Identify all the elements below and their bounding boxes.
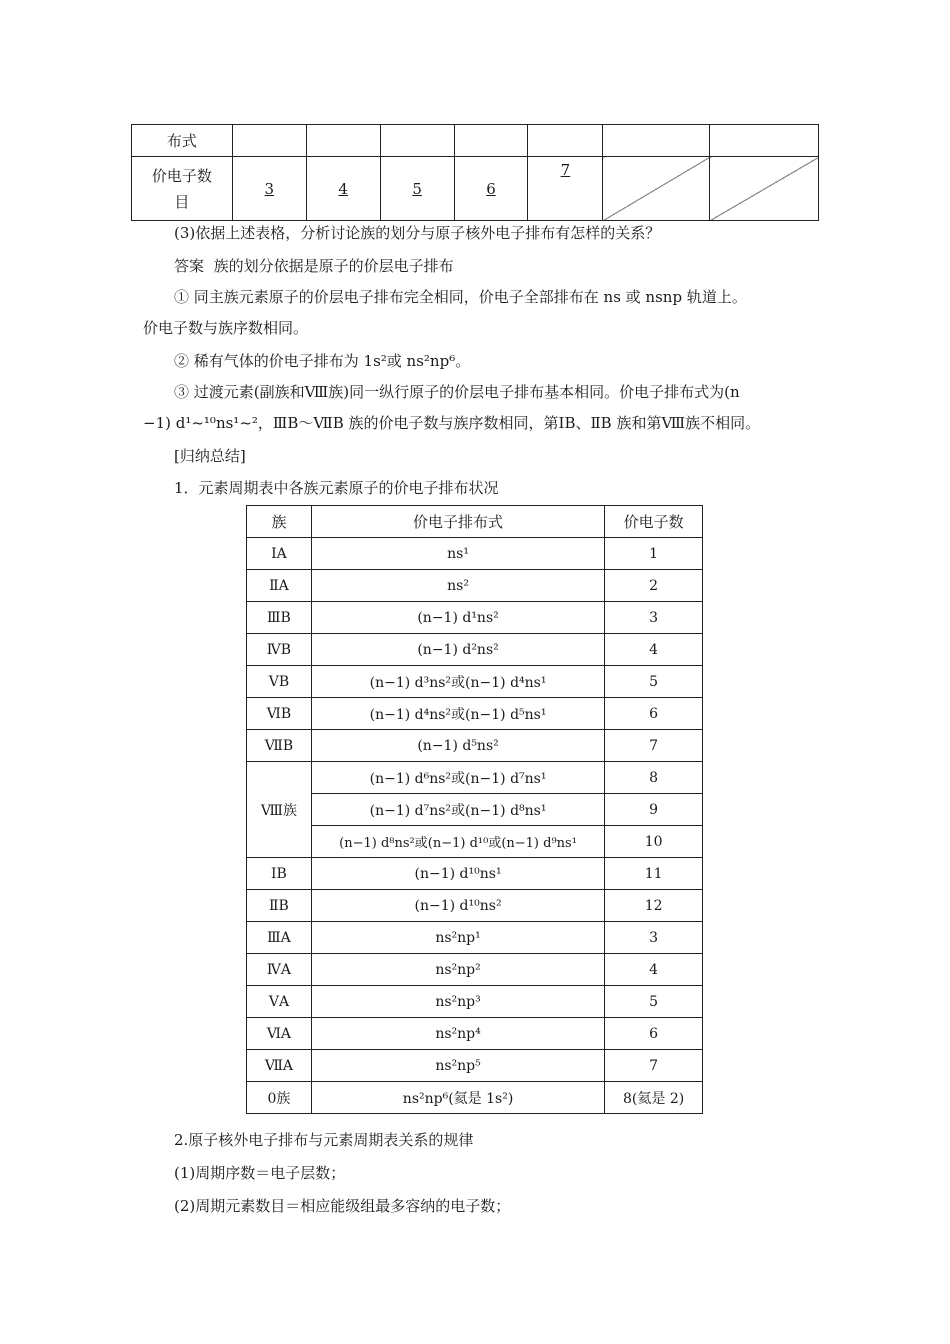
table-row: 0族 ns²np⁶(氦是 1s²) 8(氦是 2)	[247, 1082, 703, 1114]
answer-line	[174, 255, 454, 277]
rule-2: (2)周期元素数目＝相应能级组最多容纳的电子数；	[174, 1197, 511, 1215]
table-row: (n−1) d⁸ns²或(n−1) d¹⁰或(n−1) d⁹ns¹ 10	[247, 826, 703, 858]
table-row: ⅤB (n−1) d³ns²或(n−1) d⁴ns¹ 5	[247, 666, 703, 698]
answer-label: 答案	[174, 257, 205, 275]
valence-count-cell: 4	[306, 157, 380, 221]
table-row: ⅣA ns²np² 4	[247, 954, 703, 986]
table-row: ⅢB (n−1) d¹ns² 3	[247, 602, 703, 634]
header-group: 族	[247, 506, 312, 538]
table-row: ⅥB (n−1) d⁴ns²或(n−1) d⁵ns¹ 6	[247, 698, 703, 730]
table-row: ⅢA ns²np¹ 3	[247, 922, 703, 954]
empty-diagonal-cell	[710, 157, 819, 221]
row-label-valence-count: 价电子数 目	[132, 157, 233, 221]
table-row: ⅤA ns²np³ 5	[247, 986, 703, 1018]
valence-count-cell: 3	[232, 157, 306, 221]
table-row: Ⅷ族 (n−1) d⁶ns²或(n−1) d⁷ns¹ 8	[247, 762, 703, 794]
header-count: 价电子数	[605, 506, 703, 538]
table-row: ⅥA ns²np⁴ 6	[247, 1018, 703, 1050]
summary-label: [归纳总结]	[174, 447, 246, 465]
table-row: ⅦA ns²np⁵ 7	[247, 1050, 703, 1082]
table-row: ⅣB (n−1) d²ns² 4	[247, 634, 703, 666]
question-3: (3)依据上述表格，分析讨论族的划分与原子核外电子排布有怎样的关系？	[174, 224, 661, 242]
valence-count-cell: 5	[380, 157, 454, 221]
electron-config-partial-table	[131, 124, 819, 221]
answer-item-1-line-1: ① 同主族元素原子的价层电子排布完全相同，价电子全部排布在 ns 或 nsnp 轨道上。	[174, 288, 747, 306]
row-label-config: 布式	[132, 125, 233, 157]
table-row: ⅠA ns¹ 1	[247, 538, 703, 570]
valence-count-cell: 7	[528, 157, 603, 221]
valence-electron-table	[246, 505, 703, 1114]
answer-item-1-line-2: 价电子数与族序数相同。	[143, 319, 309, 337]
table-row: ⅡB (n−1) d¹⁰ns² 12	[247, 890, 703, 922]
valence-count-cell: 6	[454, 157, 528, 221]
answer-item-2: ② 稀有气体的价电子排布为 1s²或 ns²np⁶。	[174, 352, 471, 370]
answer-item-3-line-2: −1) d¹~¹⁰ns¹~²，ⅢB～ⅦB 族的价电子数与族序数相同，第ⅠB、ⅡB 族和第Ⅷ族不相同。	[143, 414, 761, 432]
table-row: ⅡA ns² 2	[247, 570, 703, 602]
table-row: (n−1) d⁷ns²或(n−1) d⁸ns¹ 9	[247, 794, 703, 826]
answer-text: 族的划分依据是原子的价层电子排布	[213, 257, 454, 275]
table-row: ⅦB (n−1) d⁵ns² 7	[247, 730, 703, 762]
empty-diagonal-cell	[603, 157, 710, 221]
table-row: ⅠB (n−1) d¹⁰ns¹ 11	[247, 858, 703, 890]
rule-1: (1)周期序数＝电子层数；	[174, 1164, 346, 1182]
answer-item-3-line-1: ③ 过渡元素(副族和Ⅷ族)同一纵行原子的价层电子排布基本相同。价电子排布式为(n	[174, 383, 740, 401]
section-1-title: 1．元素周期表中各族元素原子的价电子排布状况	[174, 479, 499, 497]
section-2-title: 2.原子核外电子排布与元素周期表关系的规律	[174, 1131, 474, 1149]
header-config: 价电子排布式	[311, 506, 604, 538]
